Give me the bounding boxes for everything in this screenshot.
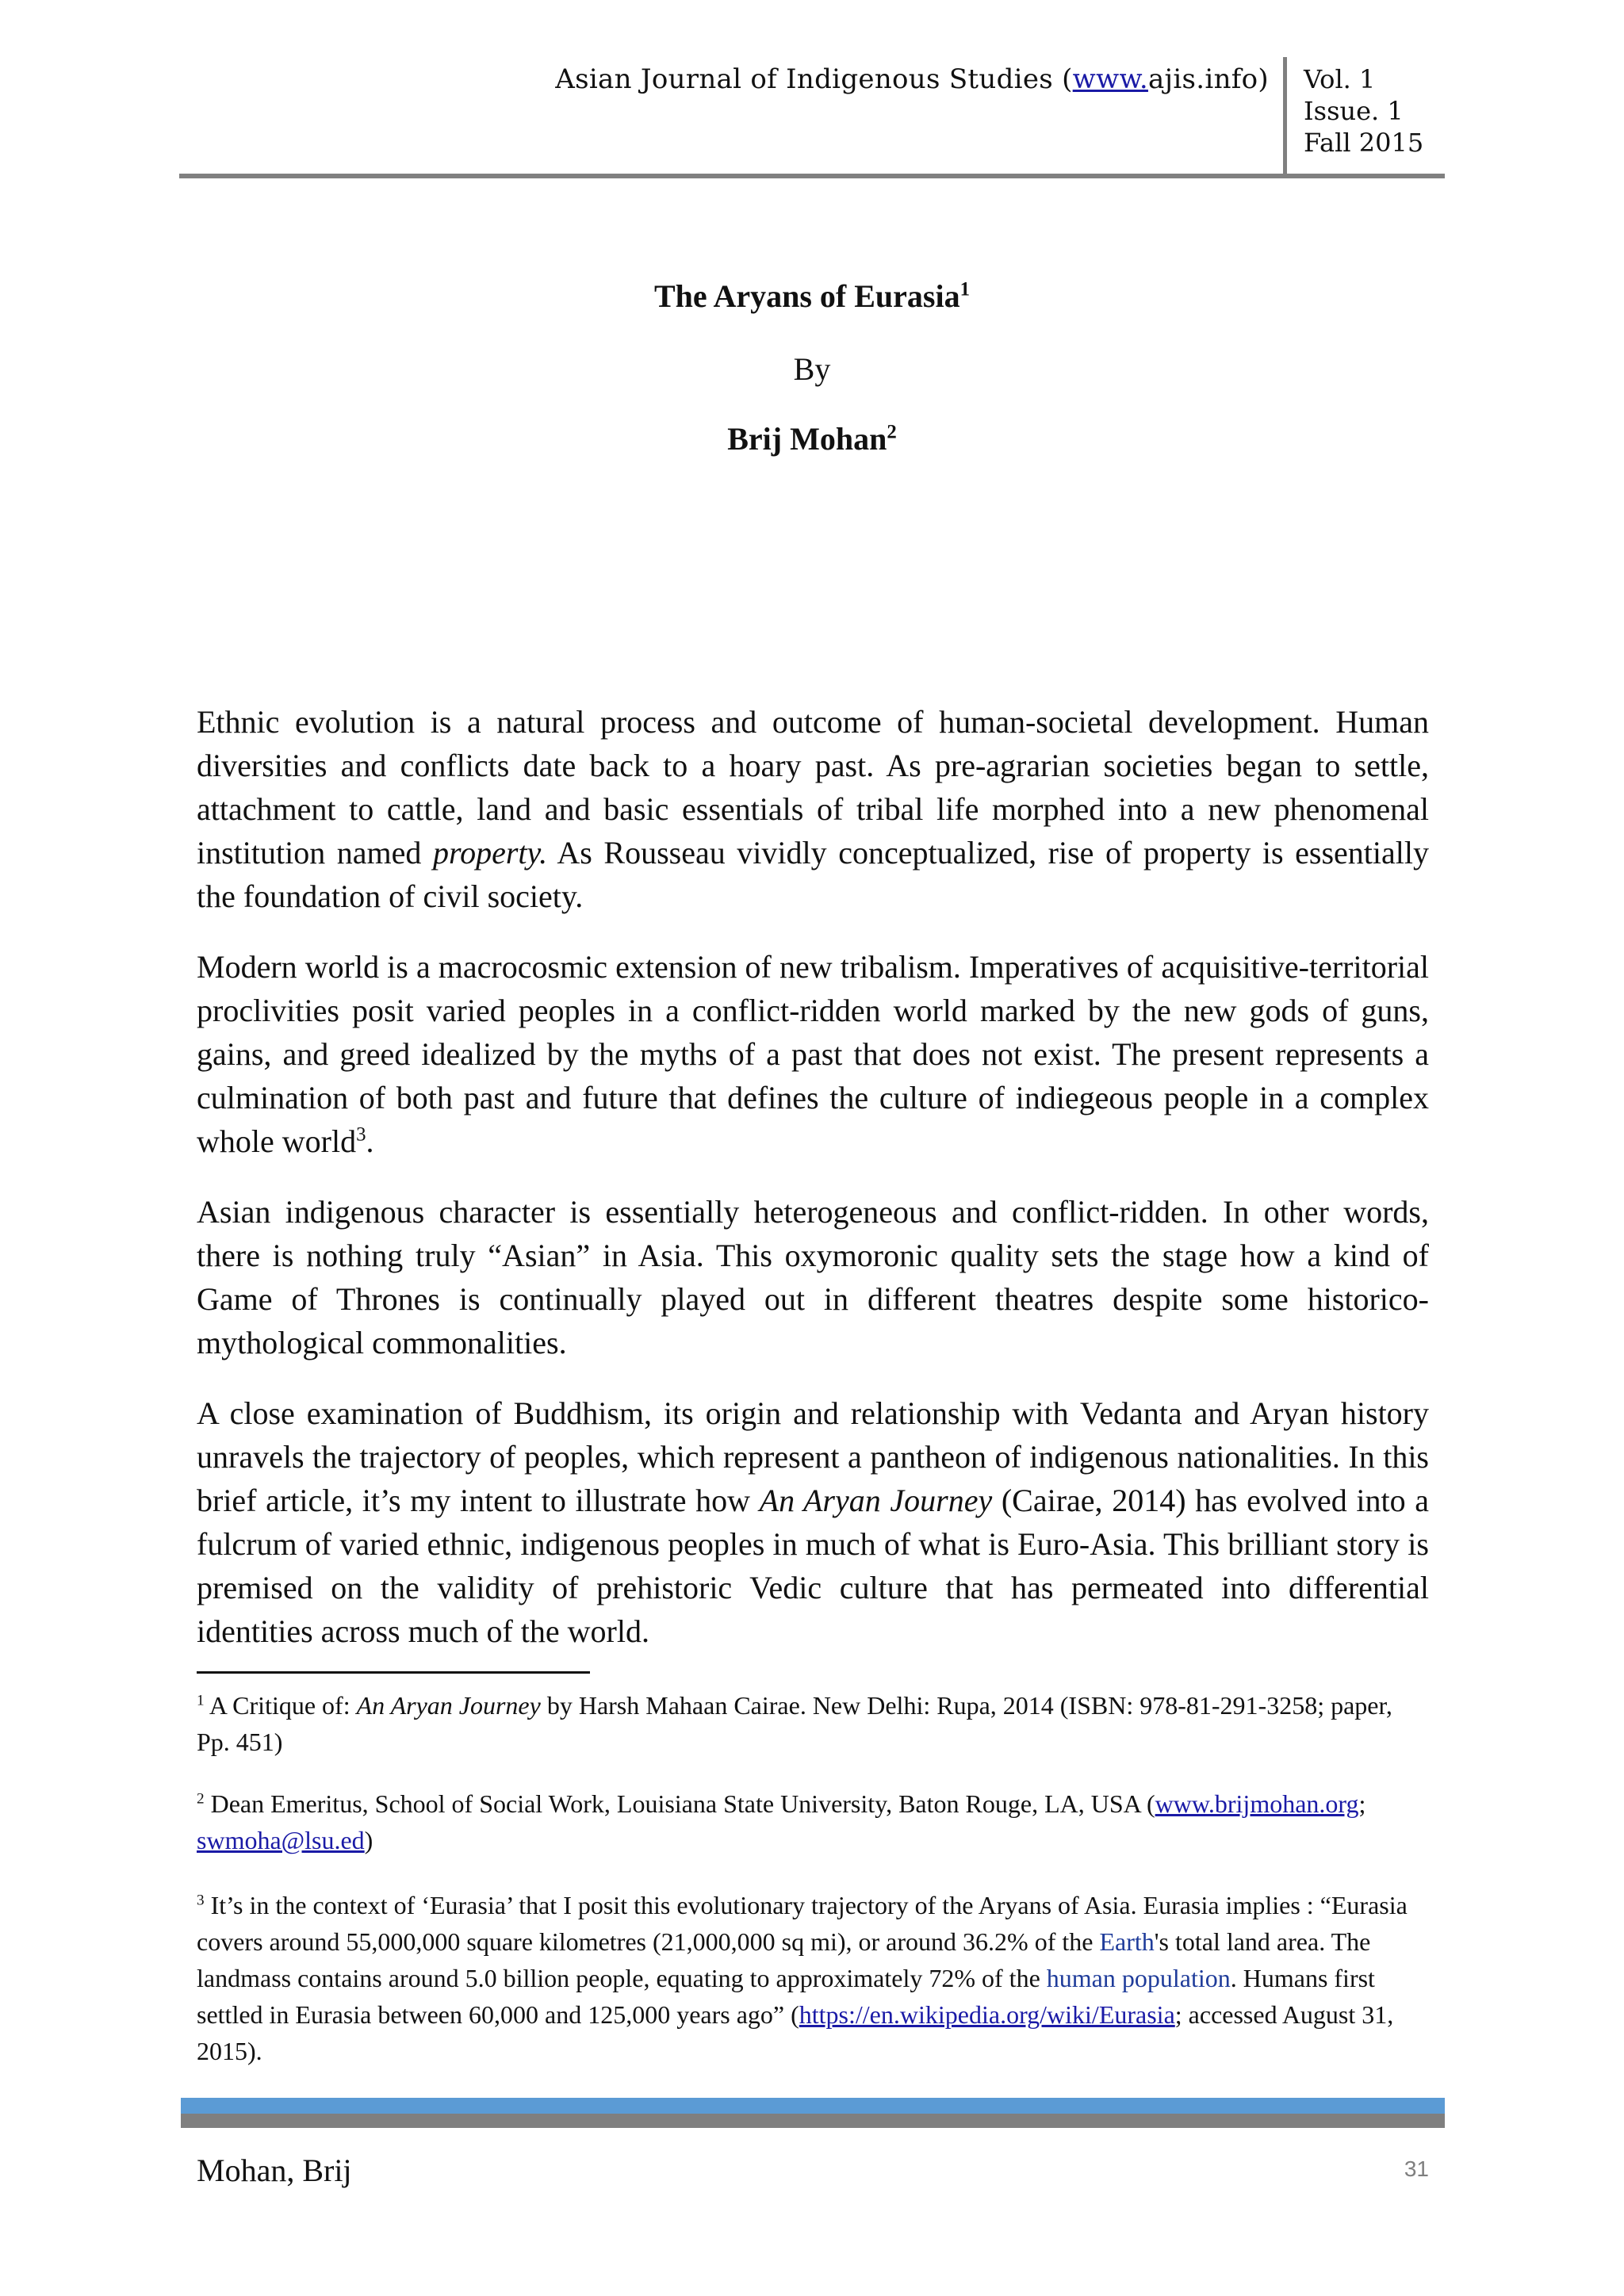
issue-number: Issue. 1 [1304, 96, 1404, 126]
page-number: 31 [1404, 2156, 1429, 2181]
issue-season: Fall 2015 [1304, 128, 1424, 158]
paragraph-3: Asian indigenous character is essentially heterogeneous and conflict-ridden. In other words, there is nothing truly “Asian” in Asia. This oxymoronic quality sets the stage how a kind of Game of Thrones is continually played out in different theatres despite some historico-mythological commonalities. [197, 1194, 1429, 1360]
volume-info [1304, 63, 1423, 159]
byline: By [793, 351, 831, 387]
earth-link[interactable]: Earth [1099, 1927, 1155, 1956]
header-divider-vertical [1283, 57, 1287, 178]
footnote-3: $^3$ It’s in the context of ‘Eurasia’ that I posit this evolutionary trajectory of the Aryans of Asia. Eurasia implies : “Eurasia covers around 55,000,000 square kilometres (21,000,000 sq mi), or around 36.2% of the Earth's total land area. The landmass contains around 5.0 billion people, equating to approximately 72% of the human population. Humans first settled in Eurasia between 60,000 and 125,000 years ago” (https://en.wikipedia.org/wiki/Eurasia; accessed August 31, 2015). [197, 1891, 1408, 2065]
journal-header: Asian Journal of Indigenous Studies (www.ajis.info) [555, 63, 1269, 95]
footnote-ref-3[interactable]: 3 [356, 1123, 366, 1146]
footer-author: Mohan, Brij [197, 2152, 352, 2188]
paragraph-1: Ethnic evolution is a natural process and outcome of human-societal development. Human diversities and conflicts date back to a hoary past. As pre-agrarian societies began to settle, attachment to cattle, land and basic essentials of tribal life morphed into a new phenomenal institution named property. As Rousseau vividly conceptualized, rise of property is essentially the foundation of civil society. [197, 704, 1429, 914]
author-email-link[interactable]: swmoha@lsu.ed [197, 1826, 365, 1854]
footnote-separator [197, 1671, 590, 1674]
article-body [197, 700, 1429, 1680]
header-rule [179, 174, 1445, 178]
human-population-link[interactable]: human population [1046, 1964, 1231, 1992]
article-title: The Aryans of Eurasia$^1$ [653, 278, 970, 314]
paragraph-2: Modern world is a macrocosmic extension of new tribalism. Imperatives of acquisitive-territorial proclivities posit varied peoples in a conflict-ridden world marked by the new gods of guns, gains, and greed idealized by the myths of a past that does not exist. The present represents a culmination of both past and future that defines the culture of indiegeous people in a complex whole world$^3$. [197, 949, 1429, 1159]
wikipedia-link[interactable]: https://en.wikipedia.org/wiki/Eurasia [799, 2000, 1175, 2029]
footer-bar-gray [181, 2114, 1445, 2128]
article-author: Brij Mohan$^2$ [727, 421, 897, 457]
footnote-ref-2[interactable]: 2 [887, 421, 897, 443]
footnote-2: $^2$ Dean Emeritus, School of Social Work, Louisiana State University, Baton Rouge, LA, USA (www.brijmohan.org; swmoha@lsu.ed) [197, 1789, 1366, 1854]
journal-link[interactable]: www. [1072, 63, 1148, 95]
footnote-ref-1[interactable]: 1 [959, 278, 970, 300]
footer-bar-blue [181, 2098, 1445, 2114]
footnote-1: $^1$ A Critique of: An Aryan Journey by Harsh Mahaan Cairae. New Delhi: Rupa, 2014 (ISBN: 978-81-291-3258; paper, Pp. 451) [197, 1691, 1392, 1756]
paragraph-4: A close examination of Buddhism, its origin and relationship with Vedanta and Aryan history unravels the trajectory of peoples, which represent a pantheon of indigenous nationalities. In this brief article, it’s my intent to illustrate how An Aryan Journey (Cairae, 2014) has evolved into a fulcrum of varied ethnic, indigenous peoples in much of what is Euro-Asia. This brilliant story is premised on the validity of prehistoric Vedic culture that has permeated into differential identities across much of the world. [197, 1395, 1429, 1649]
volume-number: Vol. 1 [1304, 64, 1376, 94]
author-website-link[interactable]: www.brijmohan.org [1155, 1789, 1359, 1818]
